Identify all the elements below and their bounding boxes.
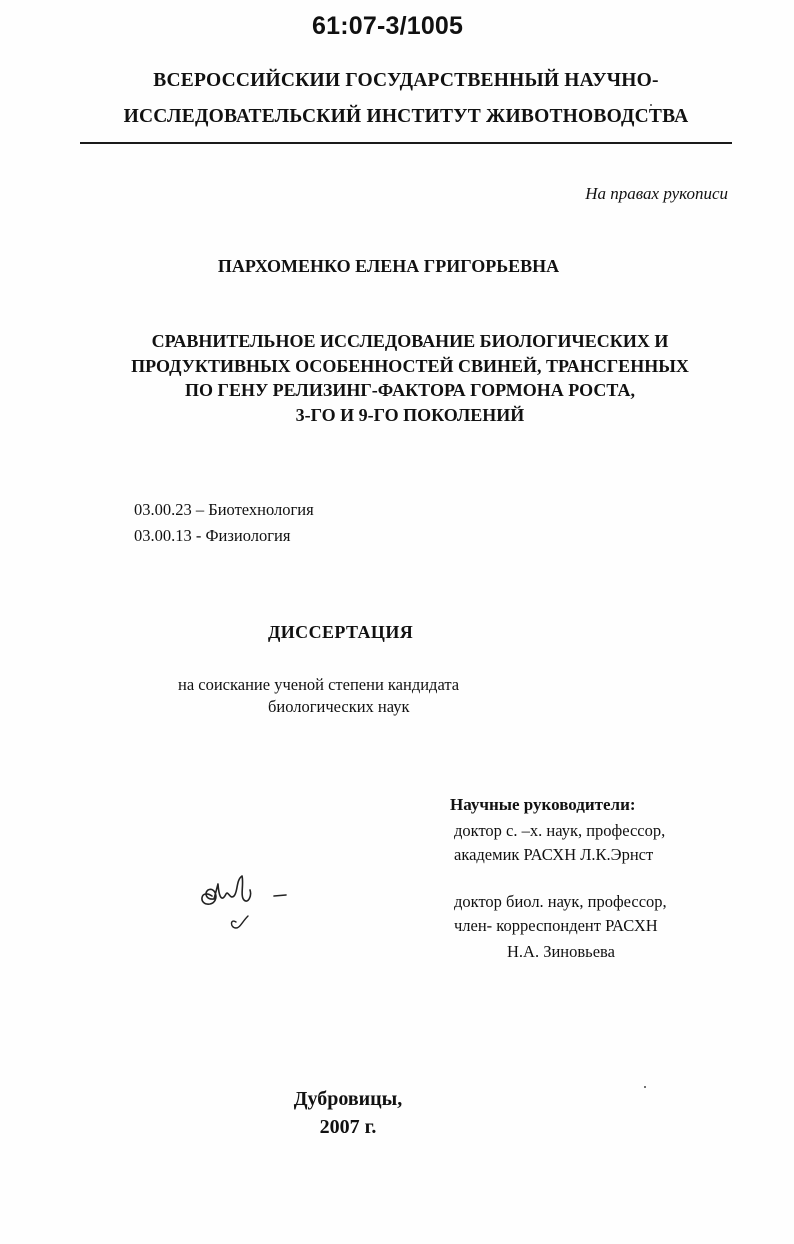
supervisor-line: доктор с. –х. наук, профессор, [454,821,666,840]
supervisor-line: член- корреспондент РАСХН [454,916,658,935]
degree-line-2: биологических наук [268,697,410,716]
scan-speck [644,1086,646,1088]
title-line: ПРОДУКТИВНЫХ ОСОБЕННОСТЕЙ СВИНЕЙ, ТРАНСГЕННЫХ [131,355,689,376]
publication-year: 2007 г. [319,1116,377,1138]
specialty-code: 03.00.13 - Физиология [134,526,291,545]
supervisors-heading: Научные руководители: [450,795,636,814]
supervisor-line: Н.А. Зиновьева [507,942,615,961]
header-divider [80,142,732,144]
supervisor-line: академик РАСХН Л.К.Эрнст [454,845,654,864]
rights-note: На правах рукописи [585,184,728,203]
institute-name-line-2: ИССЛЕДОВАТЕЛЬСКИЙ ИНСТИТУТ ЖИВОТНОВОДСТВА [123,106,689,127]
specialty-code: 03.00.23 – Биотехнология [134,500,314,519]
degree-line-1: на соискание ученой степени кандидата [178,675,460,694]
place-of-publication: Дубровицы, [293,1088,403,1110]
dissertation-title [90,329,730,427]
supervisor-line: доктор биол. наук, профессор, [454,892,667,911]
author-name: ПАРХОМЕНКО ЕЛЕНА ГРИГОРЬЕВНА [217,256,560,276]
title-line: 3-ГО И 9-ГО ПОКОЛЕНИЙ [295,404,525,425]
archive-stamp: 61:07-3/1005 [312,12,464,40]
title-line: СРАВНИТЕЛЬНОЕ ИССЛЕДОВАНИЕ БИОЛОГИЧЕСКИХ И [151,331,669,351]
scan-speck [650,104,652,106]
institute-name-line-1: ВСЕРОССИЙСКИИ ГОСУДАРСТВЕННЫЙ НАУЧНО- [153,70,659,91]
handwritten-signature-icon [192,866,292,936]
title-line: ПО ГЕНУ РЕЛИЗИНГ-ФАКТОРА ГОРМОНА РОСТА, [185,380,635,400]
document-type: ДИССЕРТАЦИЯ [268,622,414,642]
